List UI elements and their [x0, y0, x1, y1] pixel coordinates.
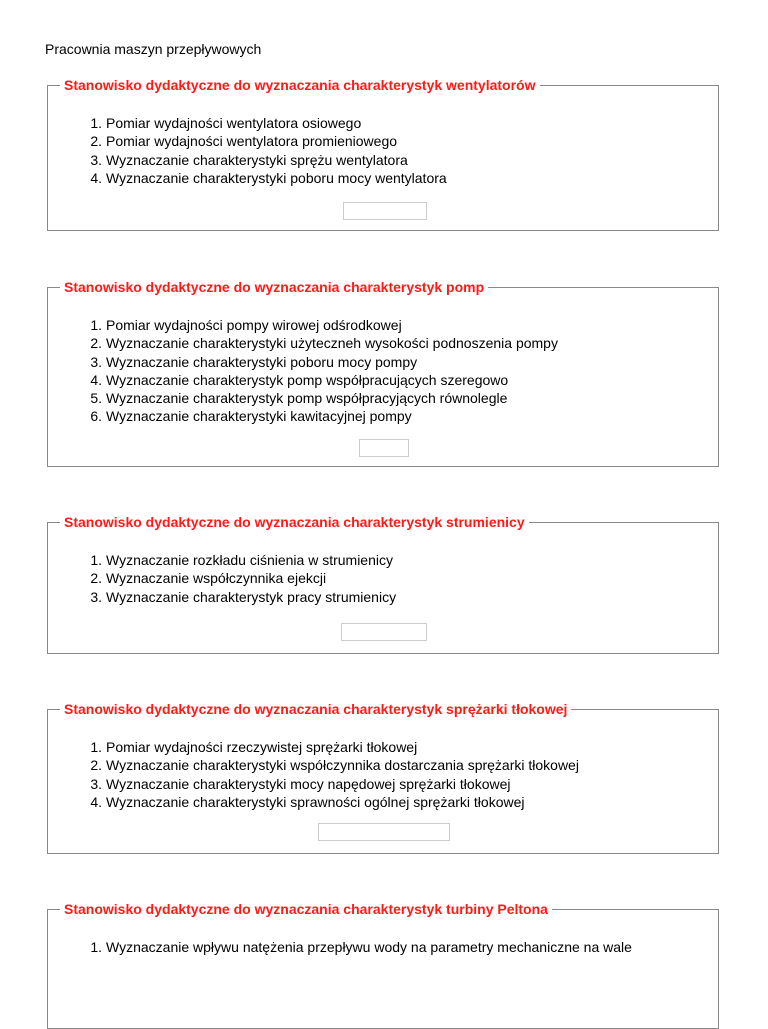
blank-field: [318, 823, 450, 841]
list-item: 2. Pomiar wydajności wentylatora promieniowego: [90, 133, 398, 150]
list-item: 2. Wyznaczanie charakterystyki użyteczneh wysokości podnoszenia pompy: [90, 335, 558, 352]
list-item: 1. Pomiar wydajności pompy wirowej odśrodkowej: [90, 317, 402, 333]
section-pumps: [47, 279, 719, 467]
page-title: Pracownia maszyn przepływowych: [45, 41, 262, 57]
blank-field: [341, 623, 427, 641]
section-title: Stanowisko dydaktyczne do wyznaczania charakterystyk turbiny Peltona: [60, 900, 552, 918]
list-item: 2. Wyznaczanie współczynnika ejekcji: [90, 570, 327, 587]
list-item: 3. Wyznaczanie charakterystyki mocy napędowej sprężarki tłokowej: [90, 775, 511, 792]
list-item: 1. Pomiar wydajności wentylatora osiowego: [90, 115, 362, 131]
list-item: 1. Wyznaczanie rozkładu ciśnienia w strumienicy: [90, 552, 393, 568]
section-title: Stanowisko dydaktyczne do wyznaczania charakterystyk strumienicy: [60, 513, 529, 531]
section-title: Stanowisko dydaktyczne do wyznaczania charakterystyk pomp: [60, 278, 488, 296]
section-compressor: [47, 701, 719, 854]
item-list: [64, 738, 708, 811]
list-item: 4. Wyznaczanie charakterystyki sprawności ogólnej sprężarki tłokowej: [90, 793, 525, 810]
section-ejector: [47, 514, 719, 654]
item-list: [64, 551, 708, 606]
list-item: 2. Wyznaczanie charakterystyki współczynnika dostarczania sprężarki tłokowej: [90, 757, 579, 774]
list-item: 4. Wyznaczanie charakterystyk pomp współpracujących szeregowo: [90, 371, 509, 388]
blank-field: [359, 439, 409, 457]
list-item: 6. Wyznaczanie charakterystyki kawitacyjnej pompy: [90, 408, 412, 425]
list-item: 1. Wyznaczanie wpływu natężenia przepływu wody na parametry mechaniczne na wale: [90, 939, 632, 955]
section-pelton-turbine: [47, 901, 719, 1029]
blank-field: [343, 202, 427, 220]
list-item: 4. Wyznaczanie charakterystyki poboru mocy wentylatora: [90, 169, 447, 186]
list-item: 3. Wyznaczanie charakterystyki sprężu wentylatora: [90, 151, 408, 168]
section-title: Stanowisko dydaktyczne do wyznaczania charakterystyk sprężarki tłokowej: [60, 700, 571, 718]
item-list: [64, 316, 708, 426]
list-item: 3. Wyznaczanie charakterystyki poboru mocy pompy: [90, 353, 418, 370]
section-title: Stanowisko dydaktyczne do wyznaczania charakterystyk wentylatorów: [60, 76, 540, 94]
item-list: [64, 114, 708, 187]
list-item: 1. Pomiar wydajności rzeczywistej sprężarki tłokowej: [90, 739, 418, 755]
item-list: [64, 938, 708, 956]
list-item: 5. Wyznaczanie charakterystyk pomp współpracyjących równolegle: [90, 390, 508, 407]
list-item: 3. Wyznaczanie charakterystyk pracy strumienicy: [90, 588, 397, 605]
section-fans: [47, 77, 719, 231]
